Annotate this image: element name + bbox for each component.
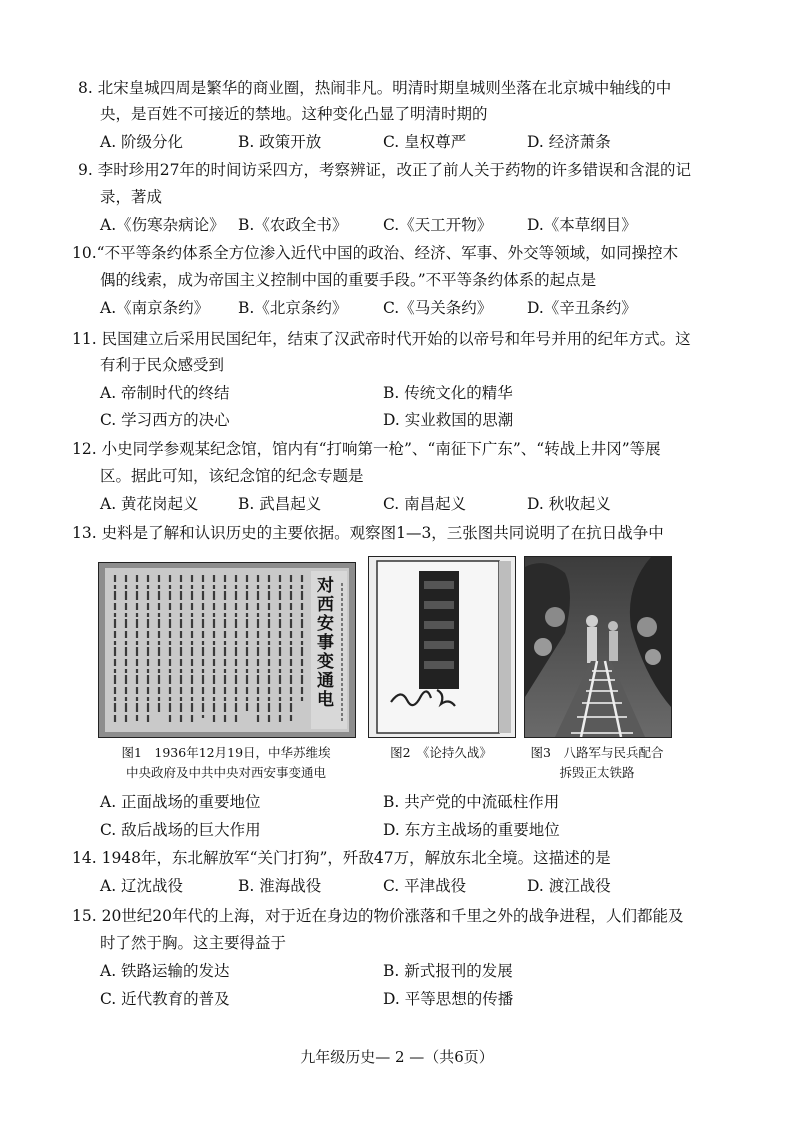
q14-option-a: A. 辽沈战役 bbox=[100, 877, 184, 895]
figure-1-title: 对西安事变通电 bbox=[317, 576, 334, 710]
q9-option-d: D.《本草纲目》 bbox=[527, 216, 637, 234]
q8-option-d: D. 经济萧条 bbox=[527, 133, 611, 151]
q12-stem-line2: 区。据此可知，该纪念馆的纪念专题是 bbox=[100, 467, 364, 485]
figure-2-drawing bbox=[369, 557, 515, 737]
q15-option-c: C. 近代教育的普及 bbox=[100, 990, 230, 1008]
q9-option-b: B.《农政全书》 bbox=[238, 216, 348, 234]
q13-option-b: B. 共产党的中流砥柱作用 bbox=[383, 793, 560, 811]
figure-3-drawing bbox=[525, 557, 671, 737]
q13-option-a: A. 正面战场的重要地位 bbox=[100, 793, 261, 811]
q8-option-c: C. 皇权尊严 bbox=[383, 133, 467, 151]
q8-option-a: A. 阶级分化 bbox=[100, 133, 184, 151]
q9-option-a: A.《伤寒杂病论》 bbox=[100, 216, 225, 234]
q13-option-c: C. 敌后战场的巨大作用 bbox=[100, 821, 261, 839]
q14-option-b: B. 淮海战役 bbox=[238, 877, 322, 895]
figure-1-caption-line1: 图1 1936年12月19日，中华苏维埃 bbox=[121, 745, 331, 760]
q12-stem-line1: 12. 小史同学参观某纪念馆，馆内有“打响第一枪”、“南征下广东”、“转战上井冈”等展 bbox=[72, 440, 661, 458]
q15-option-d: D. 平等思想的传播 bbox=[383, 990, 514, 1008]
q8-stem-line1: 8. 北宋皇城四周是繁华的商业圈，热闹非凡。明清时期皇城则坐落在北京城中轴线的中 bbox=[78, 79, 672, 97]
q15-option-a: A. 铁路运输的发达 bbox=[100, 962, 230, 980]
q15-stem-line1: 15. 20世纪20年代的上海，对于近在身边的物价涨落和千里之外的战争进程，人们都能及 bbox=[72, 907, 684, 925]
q11-stem-line1: 11. 民国建立后采用民国纪年，结束了汉武帝时代开始的以帝号和年号并用的纪年方式。这 bbox=[72, 330, 691, 348]
q10-option-c: C.《马关条约》 bbox=[383, 299, 493, 317]
q10-stem-line1: 10.“不平等条约体系全方位渗入近代中国的政治、经济、军事、外交等领域，如同操控木 bbox=[72, 244, 679, 262]
figure-2-book-image bbox=[368, 556, 516, 738]
page-footer: 九年级历史— 2 —（共6页） bbox=[300, 1048, 494, 1066]
q11-option-b: B. 传统文化的精华 bbox=[383, 384, 513, 402]
q10-option-a: A.《南京条约》 bbox=[100, 299, 210, 317]
q10-option-b: B.《北京条约》 bbox=[238, 299, 348, 317]
q12-option-a: A. 黄花岗起义 bbox=[100, 495, 199, 513]
q10-option-d: D.《辛丑条约》 bbox=[527, 299, 637, 317]
q9-stem-line1: 9. 李时珍用27年的时间访采四方，考察辨证，改正了前人关于药物的许多错误和含混的记 bbox=[78, 161, 691, 179]
q11-option-c: C. 学习西方的决心 bbox=[100, 411, 230, 429]
q15-option-b: B. 新式报刊的发展 bbox=[383, 962, 513, 980]
q11-stem-line2: 有利于民众感受到 bbox=[100, 356, 225, 374]
q14-option-d: D. 渡江战役 bbox=[527, 877, 611, 895]
q11-option-d: D. 实业救国的思潮 bbox=[383, 411, 514, 429]
q13-stem-line1: 13. 史料是了解和认识历史的主要依据。观察图1—3，三张图共同说明了在抗日战争中 bbox=[72, 524, 664, 542]
q14-stem-line1: 14. 1948年，东北解放军“关门打狗”，歼敌47万，解放东北全境。这描述的是 bbox=[72, 849, 611, 867]
q9-stem-line2: 录，著成 bbox=[100, 188, 163, 206]
q14-option-c: C. 平津战役 bbox=[383, 877, 467, 895]
q12-option-d: D. 秋收起义 bbox=[527, 495, 611, 513]
q8-option-b: B. 政策开放 bbox=[238, 133, 322, 151]
figure-1-telegram-image bbox=[98, 562, 356, 738]
figure-3-caption-line1: 图3 八路军与民兵配合 bbox=[530, 745, 664, 760]
figure-3-railway-photo bbox=[524, 556, 672, 738]
q8-stem-line2: 央，是百姓不可接近的禁地。这种变化凸显了明清时期的 bbox=[100, 105, 488, 123]
figure-1-caption-line2: 中央政府及中共中央对西安事变通电 bbox=[125, 765, 326, 780]
q13-option-d: D. 东方主战场的重要地位 bbox=[383, 821, 560, 839]
figure-3-caption-line2: 拆毁正太铁路 bbox=[559, 765, 635, 780]
q9-option-c: C.《天工开物》 bbox=[383, 216, 493, 234]
q10-stem-line2: 偶的线索，成为帝国主义控制中国的重要手段。”不平等条约体系的起点是 bbox=[100, 271, 597, 289]
q12-option-c: C. 南昌起义 bbox=[383, 495, 467, 513]
figure-2-caption: 图2 《论持久战》 bbox=[390, 745, 492, 760]
q11-option-a: A. 帝制时代的终结 bbox=[100, 384, 230, 402]
q15-stem-line2: 时了然于胸。这主要得益于 bbox=[100, 934, 287, 952]
q12-option-b: B. 武昌起义 bbox=[238, 495, 322, 513]
